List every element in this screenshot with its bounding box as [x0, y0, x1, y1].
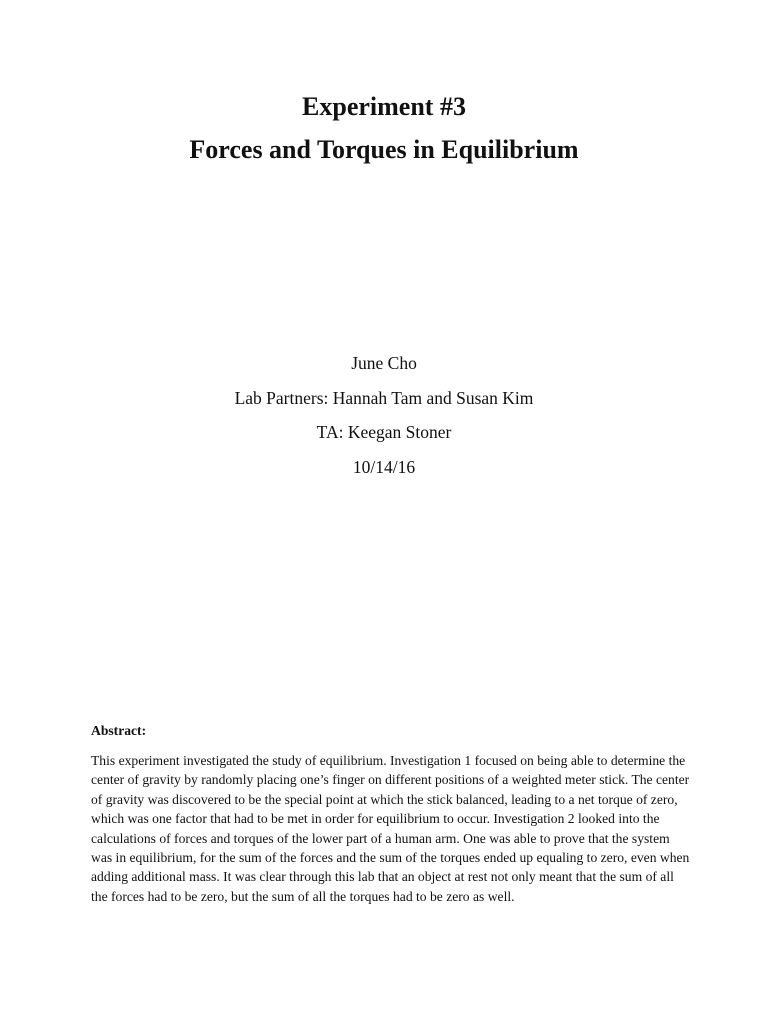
author-name: June Cho: [351, 353, 417, 373]
experiment-title: Forces and Torques in Equilibrium: [189, 135, 579, 164]
experiment-number-title: Experiment #3: [302, 92, 466, 121]
abstract-section: [91, 722, 691, 906]
teaching-assistant: TA: Keegan Stoner: [316, 422, 452, 442]
title-block: [0, 94, 768, 163]
report-date: 10/14/16: [352, 456, 416, 477]
author-info-block: [0, 353, 768, 491]
abstract-body: This experiment investigated the study of equilibrium. Investigation 1 focused on being able to determine the center of gravity by randomly placing one’s finger on different positions of a weighted meter stick. The center of gravity was discovered to be the special point at which the stick balanced, leading to a net torque of zero, which was one factor that had to be met in order for equilibrium to occur. Investigation 2 looked into the calculations of forces and torques of the lower part of a human arm. One was able to prove that the system was in equilibrium, for the sum of the forces and the sum of the torques ended up equaling to zero, even when adding additional mass. It was clear through this lab that an object at rest not only meant that the sum of all the forces had to be zero, but the sum of all the torques had to be zero as well.: [91, 753, 690, 904]
abstract-heading: Abstract:: [91, 723, 147, 738]
lab-partners: Lab Partners: Hannah Tam and Susan Kim: [234, 387, 534, 408]
